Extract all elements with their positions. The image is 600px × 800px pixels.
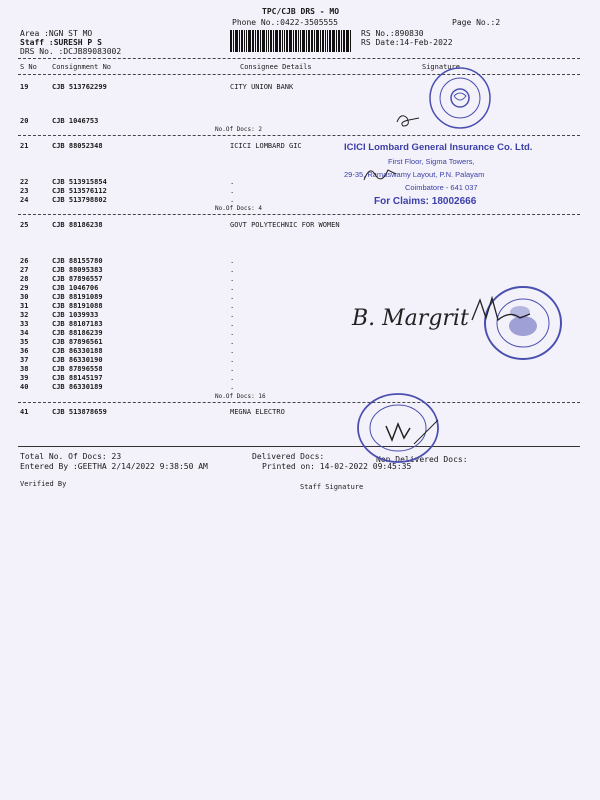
row-sno: 39 — [20, 374, 29, 382]
row-consignment: CJB 88155780 — [52, 257, 103, 265]
dot: . — [230, 383, 235, 391]
area-label: Area :NGN ST MO — [20, 29, 93, 38]
docs-count: No.Of Docs: 16 — [215, 393, 266, 400]
row-sno: 23 — [20, 187, 29, 195]
row-sno: 40 — [20, 383, 29, 391]
icici-stamp-line5: For Claims: 18002666 — [374, 196, 477, 207]
signature-scribble — [360, 162, 400, 186]
row-sno: 35 — [20, 338, 29, 346]
row-consignment: CJB 513878659 — [52, 408, 107, 416]
dot: . — [230, 311, 235, 319]
staff-signature: Staff Signature — [300, 483, 364, 491]
dot: . — [230, 320, 235, 328]
col-signature: Signature — [422, 63, 460, 71]
row-consignment: CJB 513915854 — [52, 178, 107, 186]
barcode — [230, 30, 354, 52]
row-sno: 22 — [20, 178, 29, 186]
signature-scribble — [470, 290, 550, 330]
dot: . — [230, 365, 235, 373]
row-consignee: MEGNA ELECTRO — [230, 408, 285, 416]
col-consignment: Consignment No — [52, 63, 112, 71]
row-consignment: CJB 87896561 — [52, 338, 103, 346]
icici-stamp-line4: Coimbatore - 641 037 — [405, 183, 478, 192]
dot: . — [230, 338, 235, 346]
rs-date: RS Date:14-Feb-2022 — [361, 38, 453, 47]
row-consignment: CJB 88191088 — [52, 302, 103, 310]
dot: . — [230, 356, 235, 364]
row-consignment: CJB 88107183 — [52, 320, 103, 328]
row-consignment: CJB 86330188 — [52, 347, 103, 355]
row-consignment: CJB 86330190 — [52, 356, 103, 364]
row-consignee: GOVT POLYTECHNIC FOR WOMEN — [230, 221, 340, 229]
row-consignment: CJB 1046753 — [52, 117, 99, 125]
dot: . — [230, 257, 235, 265]
phone-number: Phone No.:0422-3505555 — [232, 18, 338, 27]
row-consignment: CJB 1046706 — [52, 284, 99, 292]
dot: . — [230, 374, 235, 382]
dot: . — [230, 347, 235, 355]
dot: . — [230, 293, 235, 301]
row-sno: 21 — [20, 142, 29, 150]
entered-by: Entered By :GEETHA 2/14/2022 9:38:50 AM — [20, 462, 208, 471]
row-sno: 30 — [20, 293, 29, 301]
dot: . — [230, 284, 235, 292]
report-title: TPC/CJB DRS - MO — [262, 7, 340, 16]
row-consignment: CJB 513576112 — [52, 187, 107, 195]
page-number: Page No.:2 — [452, 18, 501, 27]
row-sno: 33 — [20, 320, 29, 328]
dot: . — [230, 196, 235, 204]
staff-label: Staff :SURESH P S — [20, 38, 102, 47]
printed-on: Printed on: 14-02-2022 09:45:35 — [262, 462, 412, 471]
drs-number: DRS No. :DCJB89083002 — [20, 47, 122, 56]
docs-count: No.Of Docs: 2 — [215, 126, 262, 133]
row-sno: 32 — [20, 311, 29, 319]
non-delivered-docs: Non Delivered Docs: — [376, 455, 468, 464]
row-sno: 34 — [20, 329, 29, 337]
row-consignment: CJB 87896558 — [52, 365, 103, 373]
dot: . — [230, 266, 235, 274]
dot: . — [230, 187, 235, 195]
row-consignee: CITY UNION BANK — [230, 83, 294, 91]
row-consignment: CJB 88186238 — [52, 221, 103, 229]
row-consignment: CJB 1039933 — [52, 311, 99, 319]
row-consignment: CJB 88186239 — [52, 329, 103, 337]
row-sno: 28 — [20, 275, 29, 283]
row-consignment: CJB 88052348 — [52, 142, 103, 150]
megna-electro-stamp — [352, 390, 444, 466]
row-sno: 24 — [20, 196, 29, 204]
icici-stamp-line2: First Floor, Sigma Towers, — [388, 157, 475, 166]
docs-count: No.Of Docs: 4 — [215, 205, 262, 212]
row-consignment: CJB 88095383 — [52, 266, 103, 274]
handwritten-signature: B. Margrit — [352, 306, 469, 331]
row-consignment: CJB 88191089 — [52, 293, 103, 301]
row-consignment: CJB 86330189 — [52, 383, 103, 391]
row-sno: 38 — [20, 365, 29, 373]
total-docs: Total No. Of Docs: 23 — [20, 452, 122, 461]
icici-stamp-line1: ICICI Lombard General Insurance Co. Ltd. — [344, 142, 533, 153]
row-sno: 41 — [20, 408, 29, 416]
icici-stamp-line3: 29-35, Ramaswamy Layout, P.N. Palayam — [344, 170, 485, 179]
row-consignment: CJB 88145197 — [52, 374, 103, 382]
row-sno: 37 — [20, 356, 29, 364]
row-sno: 25 — [20, 221, 29, 229]
col-consignee: Consignee Details — [240, 63, 312, 71]
col-sno: S No — [20, 63, 37, 71]
dot: . — [230, 275, 235, 283]
row-sno: 26 — [20, 257, 29, 265]
row-sno: 29 — [20, 284, 29, 292]
row-sno: 20 — [20, 117, 29, 125]
row-consignment: CJB 87896557 — [52, 275, 103, 283]
row-consignment: CJB 513762299 — [52, 83, 107, 91]
verified-by: Verified By — [20, 480, 67, 488]
dot: . — [230, 178, 235, 186]
rs-number: RS No.:890830 — [361, 29, 424, 38]
row-consignment: CJB 513798802 — [52, 196, 107, 204]
delivered-docs: Delivered Docs: — [252, 452, 325, 461]
signature-scribble — [393, 108, 423, 130]
row-sno: 31 — [20, 302, 29, 310]
bank-seal-stamp — [420, 60, 500, 140]
row-sno: 19 — [20, 83, 29, 91]
dot: . — [230, 302, 235, 310]
row-sno: 36 — [20, 347, 29, 355]
row-consignee: ICICI LOMBARD GIC — [230, 142, 302, 150]
dot: . — [230, 329, 235, 337]
row-sno: 27 — [20, 266, 29, 274]
